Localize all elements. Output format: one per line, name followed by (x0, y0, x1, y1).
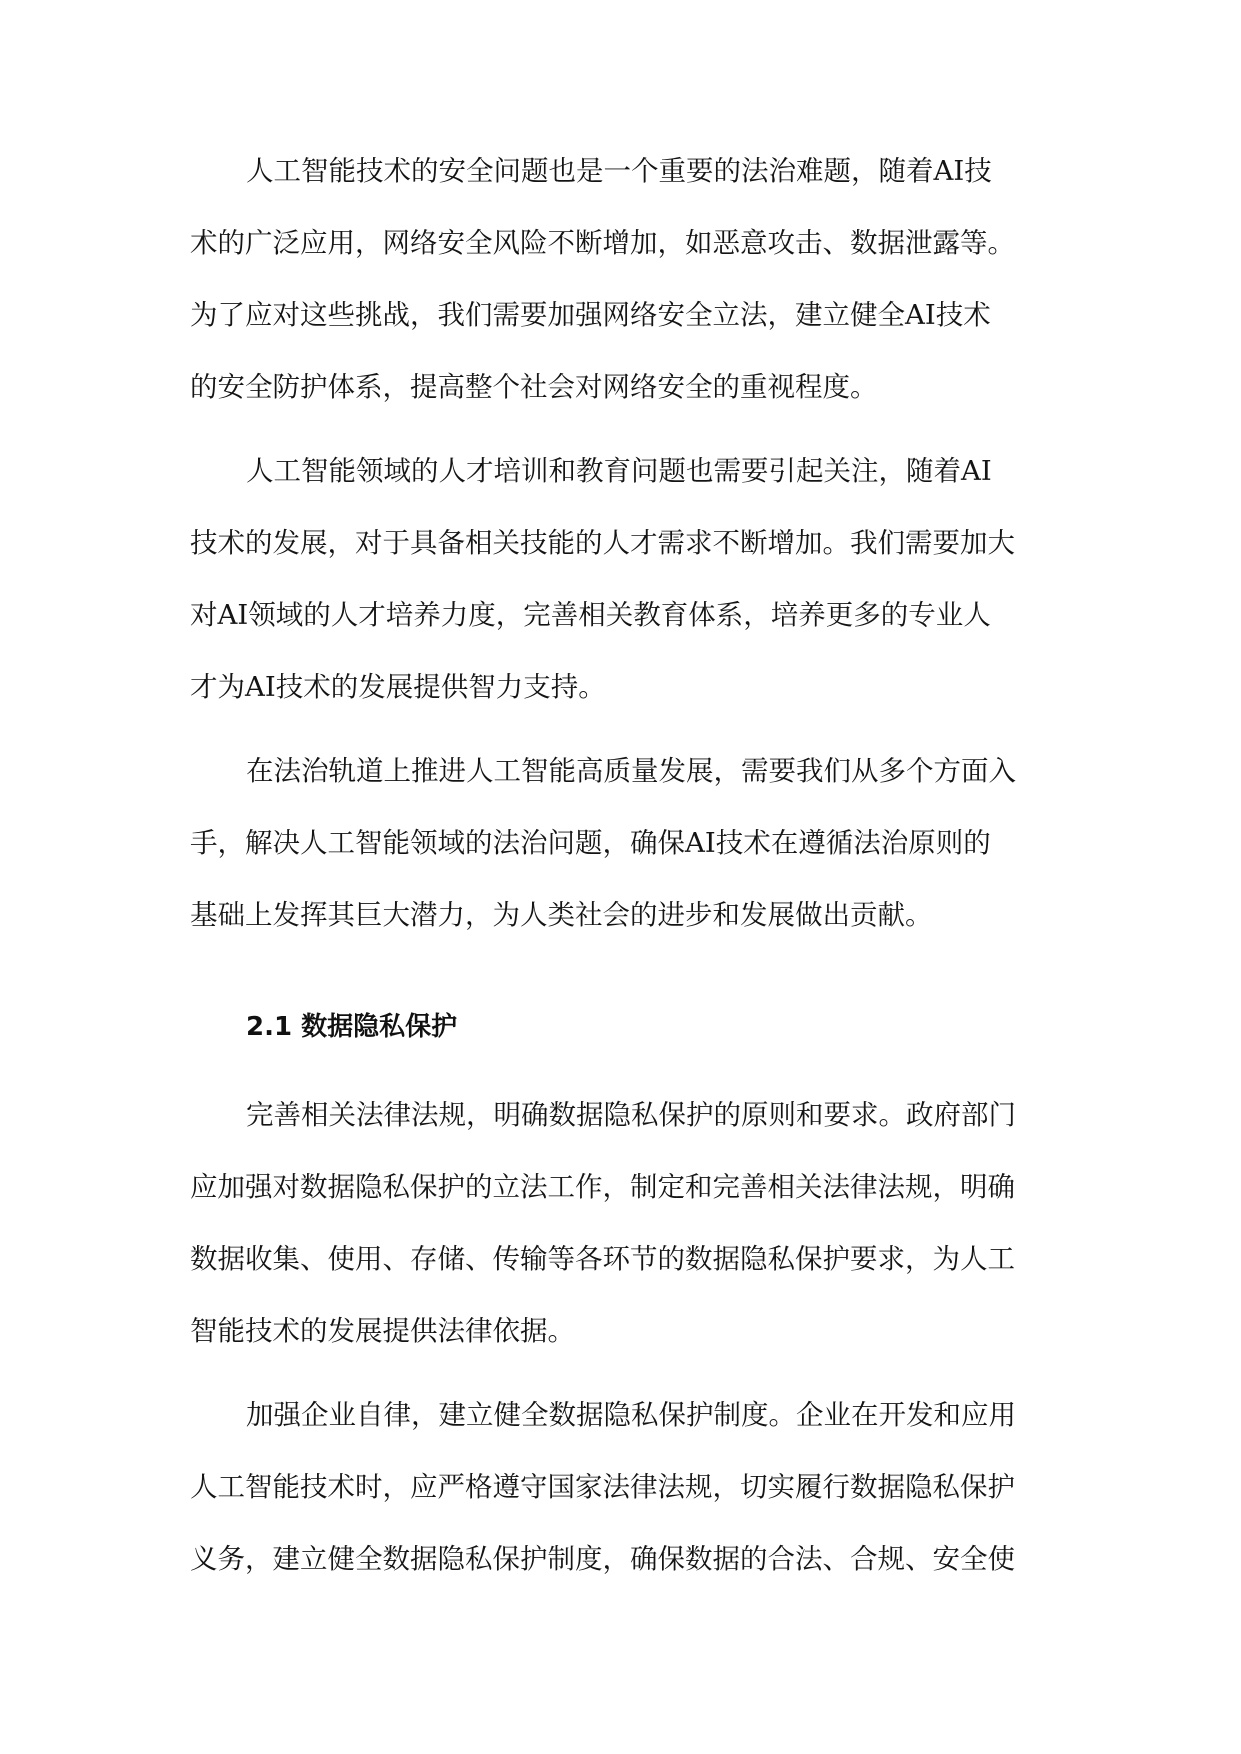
section-paragraph-2-line-1: 加强企业自律，建立健全数据隐私保护制度。企业在开发和应用 (246, 1399, 1016, 1431)
paragraph-1-line-4: 的安全防护体系，提高整个社会对网络安全的重视程度。 (190, 371, 878, 403)
paragraph-3-line-1: 在法治轨道上推进人工智能高质量发展，需要我们从多个方面入 (246, 755, 1016, 787)
paragraph-3-line-3: 基础上发挥其巨大潜力，为人类社会的进步和发展做出贡献。 (190, 899, 933, 931)
section-paragraph-1-line-1: 完善相关法律法规，明确数据隐私保护的原则和要求。政府部门 (246, 1099, 1016, 1131)
section-heading: 2.1 数据隐私保护 (246, 1012, 458, 1042)
section-paragraph-1-line-2: 应加强对数据隐私保护的立法工作，制定和完善相关法律法规，明确 (190, 1171, 1015, 1203)
paragraph-2-line-2: 技术的发展，对于具备相关技能的人才需求不断增加。我们需要加大 (190, 527, 1015, 559)
section-paragraph-1-line-4: 智能技术的发展提供法律依据。 (190, 1315, 575, 1347)
section-paragraph-2-line-2: 人工智能技术时，应严格遵守国家法律法规，切实履行数据隐私保护 (190, 1471, 1015, 1503)
paragraph-2-line-1: 人工智能领域的人才培训和教育问题也需要引起关注，随着AI (246, 455, 992, 487)
paragraph-1-line-3: 为了应对这些挑战，我们需要加强网络安全立法，建立健全AI技术 (190, 299, 991, 331)
paragraph-2-line-3: 对AI领域的人才培养力度，完善相关教育体系，培养更多的专业人 (190, 599, 991, 631)
section-paragraph-2-line-3: 义务，建立健全数据隐私保护制度，确保数据的合法、合规、安全使 (190, 1543, 1015, 1575)
paragraph-2-line-4: 才为AI技术的发展提供智力支持。 (190, 671, 606, 703)
paragraph-1-line-2: 术的广泛应用，网络安全风险不断增加，如恶意攻击、数据泄露等。 (190, 227, 1015, 259)
paragraph-3-line-2: 手，解决人工智能领域的法治问题，确保AI技术在遵循法治原则的 (190, 827, 991, 859)
section-paragraph-1-line-3: 数据收集、使用、存储、传输等各环节的数据隐私保护要求，为人工 (190, 1243, 1015, 1275)
paragraph-1-line-1: 人工智能技术的安全问题也是一个重要的法治难题，随着AI技 (246, 155, 992, 187)
